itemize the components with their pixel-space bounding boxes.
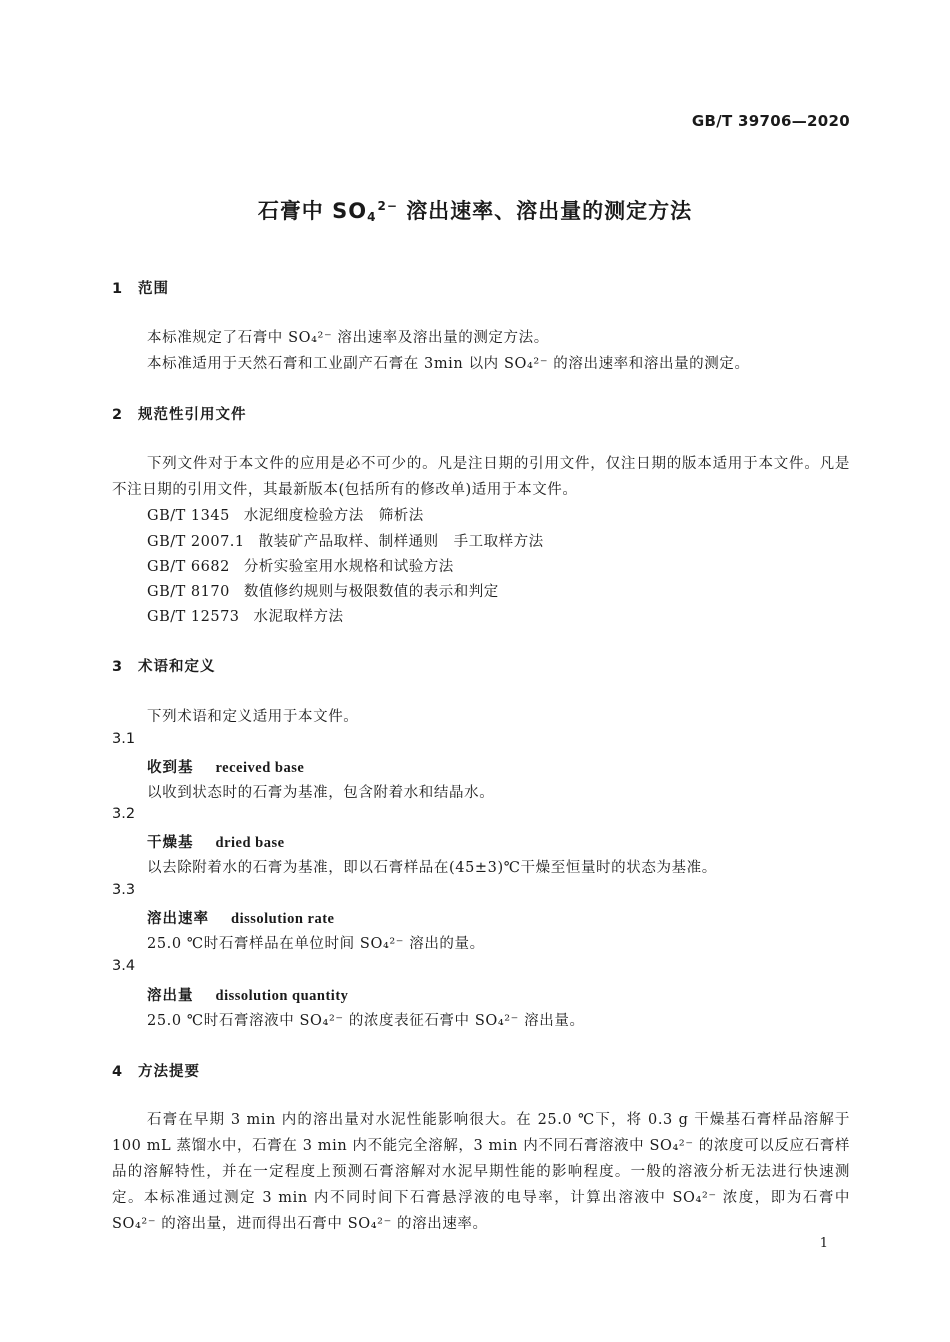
- title-prefix: 石膏中 SO: [257, 199, 368, 223]
- reference-code: GB/T 1345: [147, 508, 230, 524]
- reference-name: 水泥细度检验方法 筛析法: [243, 508, 424, 524]
- term-en: dissolution quantity: [215, 988, 349, 1004]
- section-4-heading: [112, 1060, 200, 1081]
- title-suffix: 溶出速率、溶出量的测定方法: [406, 199, 693, 223]
- section-2-heading: [112, 403, 247, 424]
- term-en: dissolution rate: [231, 911, 335, 927]
- term-number: 3.4: [112, 958, 136, 974]
- reference-item: [147, 504, 424, 525]
- term-definition: 25.0 ℃时石膏溶液中 SO₄²⁻ 的浓度表征石膏中 SO₄²⁻ 溶出量。: [147, 1013, 585, 1029]
- section-3-heading: [112, 655, 216, 676]
- reference-item: [147, 580, 499, 601]
- terms-intro: 下列术语和定义适用于本文件。: [147, 709, 359, 725]
- reference-code: GB/T 8170: [147, 584, 230, 600]
- section-number: 3: [112, 659, 124, 675]
- references-intro: 下列文件对于本文件的应用是必不可少的。凡是注日期的引用文件，仅注日期的版本适用于本文件。凡是不注日期的引用文件，其最新版本(包括所有的修改单)适用于本文件。: [112, 456, 850, 498]
- section-title: 方法提要: [138, 1064, 200, 1080]
- term-entry: [147, 907, 334, 928]
- term-number: 3.2: [112, 806, 136, 822]
- section-title: 范围: [138, 281, 169, 297]
- reference-name: 水泥取样方法: [253, 609, 344, 625]
- section-1-heading: [112, 277, 169, 298]
- standard-code: GB/T 39706—2020: [691, 112, 850, 130]
- section-title: 术语和定义: [138, 659, 216, 675]
- reference-item: [147, 555, 454, 576]
- term-definition: 25.0 ℃时石膏样品在单位时间 SO₄²⁻ 溶出的量。: [147, 936, 485, 952]
- reference-item: [147, 530, 544, 551]
- reference-name: 分析实验室用水规格和试验方法: [243, 559, 454, 575]
- term-entry: [147, 831, 285, 852]
- reference-code: GB/T 6682: [147, 559, 230, 575]
- term-zh: 收到基: [147, 760, 194, 776]
- section-number: 1: [112, 281, 124, 297]
- term-definition: 以去除附着水的石膏为基准，即以石膏样品在(45±3)℃干燥至恒量时的状态为基准。: [147, 860, 717, 876]
- term-en: dried base: [215, 835, 285, 851]
- term-number: 3.1: [112, 731, 136, 747]
- term-en: received base: [215, 760, 305, 776]
- title-subscript: 4: [367, 210, 377, 224]
- reference-code: GB/T 12573: [147, 609, 240, 625]
- term-number: 3.3: [112, 882, 136, 898]
- reference-item: [147, 605, 344, 626]
- term-definition: 以收到状态时的石膏为基准，包含附着水和结晶水。: [147, 785, 495, 801]
- method-summary: 石膏在早期 3 min 内的溶出量对水泥性能影响很大。在 25.0 ℃下，将 0.3 g 干燥基石膏样品溶解于 100 mL 蒸馏水中，石膏在 3 min 内不能完全溶解，3 min 内不同石膏溶液中 SO₄²⁻ 的浓度可以反应石膏样品的溶解特性，并在一定程度上预测石膏溶解对水泥早期性能的影响程度。一般的溶液分析无法进行快速测定。本标准通过测定 3 min 内不同时间下石膏悬浮液的电导率，计算出溶液中 SO₄²⁻ 浓度，即为石膏中 SO₄²⁻ 的溶出量，进而得出石膏中 SO₄²⁻ 的溶出速率。: [112, 1112, 850, 1232]
- reference-name: 数值修约规则与极限数值的表示和判定: [243, 584, 499, 600]
- reference-name: 散装矿产品取样、制样通则 手工取样方法: [258, 534, 544, 550]
- page-number: 1: [819, 1236, 828, 1251]
- section-number: 4: [112, 1064, 124, 1080]
- term-zh: 干燥基: [147, 835, 194, 851]
- section-number: 2: [112, 407, 124, 423]
- term-entry: [147, 984, 348, 1005]
- term-zh: 溶出量: [147, 988, 194, 1004]
- scope-line-1: 本标准规定了石膏中 SO₄²⁻ 溶出速率及溶出量的测定方法。: [147, 330, 549, 346]
- term-zh: 溶出速率: [147, 911, 209, 927]
- term-entry: [147, 756, 304, 777]
- section-title: 规范性引用文件: [138, 407, 247, 423]
- document-title: [0, 195, 950, 225]
- reference-code: GB/T 2007.1: [147, 534, 245, 550]
- scope-line-2: 本标准适用于天然石膏和工业副产石膏在 3min 以内 SO₄²⁻ 的溶出速率和溶出量的测定。: [147, 356, 750, 372]
- title-superscript: 2−: [377, 199, 398, 213]
